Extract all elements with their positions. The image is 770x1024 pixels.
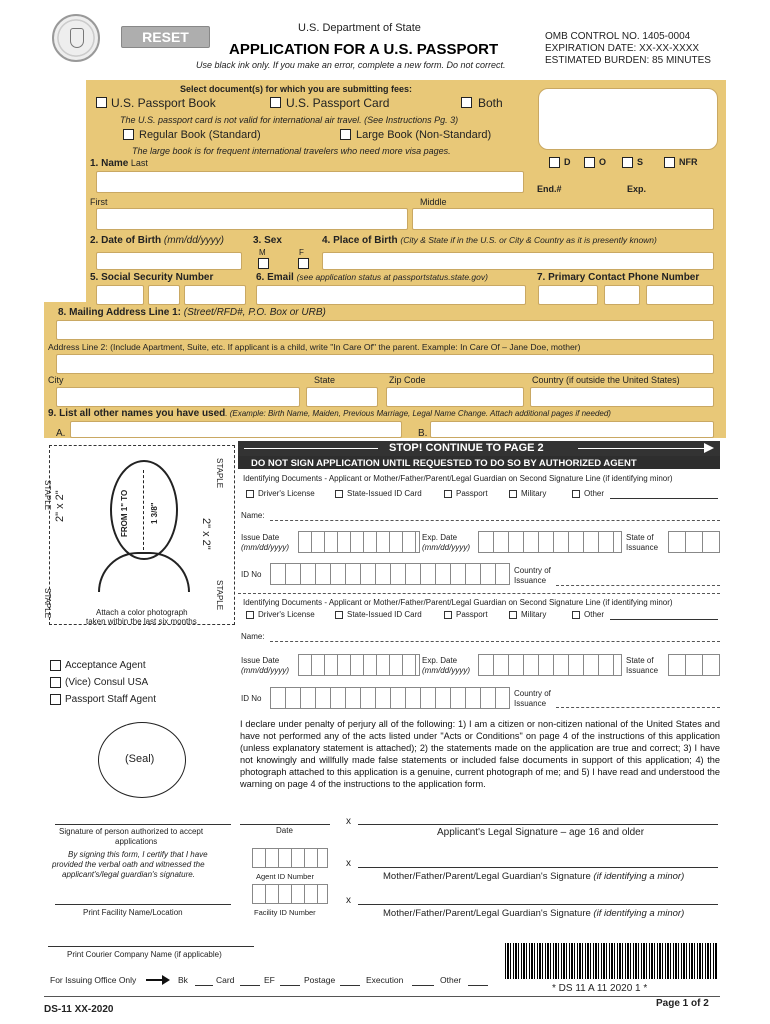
ident1-coi-line[interactable] xyxy=(556,585,720,586)
staple-bl: STAPLE xyxy=(43,588,52,619)
ident2-name-line[interactable] xyxy=(270,641,720,642)
photo-from-text: FROM 1" TO xyxy=(120,489,129,537)
acceptance-agent-label: Acceptance Agent xyxy=(65,660,146,671)
country-input[interactable] xyxy=(530,387,714,407)
agent-oath-3: applicant's/legal guardian's signature. xyxy=(62,870,195,879)
ident2-other-label: Other xyxy=(584,610,605,619)
footer-execution-line[interactable] xyxy=(412,985,434,986)
ident2-exp-label-2: (mm/dd/yyyy) xyxy=(422,666,470,675)
ident2-passport-checkbox[interactable] xyxy=(444,611,452,619)
state-input[interactable] xyxy=(306,387,378,407)
photo-caption-1: Attach a color photograph xyxy=(96,608,188,617)
ident1-stateid-label: State-Issued ID Card xyxy=(347,489,422,498)
guardian-signature-label-2 xyxy=(383,908,684,919)
other-name-a-input[interactable] xyxy=(70,421,402,438)
office-exp-label: Exp. xyxy=(627,184,647,194)
ident2-military-label: Military xyxy=(521,610,547,619)
pob-title: 4. Place of Birth xyxy=(322,235,398,246)
office-s-label: S xyxy=(637,157,644,167)
ident1-coi-label-2: Issuance xyxy=(514,576,547,585)
footer-postage: Postage xyxy=(304,975,336,985)
passport-card-label: U.S. Passport Card xyxy=(286,96,390,110)
ident1-other-checkbox[interactable] xyxy=(572,490,580,498)
ident1-exp-input[interactable] xyxy=(478,531,622,553)
guardian-signature-line-1[interactable] xyxy=(358,867,718,868)
ident2-name-label: Name: xyxy=(241,632,265,641)
ssn-label: 5. Social Security Number xyxy=(90,272,214,283)
email-note: (see application status at passportstatus.state.gov) xyxy=(296,272,488,282)
ident1-exp-label-1: Exp. Date xyxy=(422,533,458,542)
ident1-coi-label-1: Country of xyxy=(514,566,551,575)
other-name-b-input[interactable] xyxy=(430,421,714,438)
department-name: U.S. Department of State xyxy=(298,22,421,34)
office-o-checkbox[interactable] xyxy=(584,157,595,168)
large-book-note: The large book is for frequent international travelers who need more visa pages. xyxy=(132,146,451,156)
courier-label: Print Courier Company Name (if applicable) xyxy=(67,950,222,959)
staple-br: STAPLE xyxy=(215,580,224,611)
photo-caption-2: taken within the last six months xyxy=(86,617,197,626)
phone-input-2[interactable] xyxy=(604,285,640,305)
sex-f-checkbox[interactable] xyxy=(298,258,309,269)
office-use-box xyxy=(538,88,718,150)
ident2-exp-input[interactable] xyxy=(478,654,622,676)
form-title: APPLICATION FOR A U.S. PASSPORT xyxy=(229,41,499,58)
department-seal xyxy=(52,14,100,62)
office-end-label: End.# xyxy=(537,184,562,194)
zip-input[interactable] xyxy=(386,387,524,407)
card-note: The U.S. passport card is not valid for international air travel. (See Instructions Pg. 3) xyxy=(120,115,459,125)
ident1-soi-label-1: State of xyxy=(626,533,654,542)
photo-size-left: 2" x 2" xyxy=(54,490,66,522)
guardian-signature-note-2: (if identifying a minor) xyxy=(593,908,685,919)
agent-id-label: Agent ID Number xyxy=(256,872,314,881)
ident2-idno-label: ID No xyxy=(241,694,262,703)
ident1-other-line xyxy=(610,498,718,499)
last-name-input[interactable] xyxy=(96,171,524,193)
date-label: Date xyxy=(276,826,293,835)
footer-card: Card xyxy=(216,975,235,985)
passport-book-label: U.S. Passport Book xyxy=(111,96,216,110)
reset-button[interactable]: RESET xyxy=(121,26,210,48)
ident2-military-checkbox[interactable] xyxy=(509,611,517,619)
stop-title: STOP! CONTINUE TO PAGE 2 xyxy=(389,442,544,454)
address-line1-note: (Street/RFD#, P.O. Box or URB) xyxy=(183,307,326,318)
photo-size-right: 2" x 2" xyxy=(200,518,212,550)
ident2-other-checkbox[interactable] xyxy=(572,611,580,619)
other-names-label xyxy=(48,408,611,419)
ident2-soi-label-2: Issuance xyxy=(626,666,659,675)
agent-id-input[interactable] xyxy=(252,848,328,868)
first-name-input[interactable] xyxy=(96,208,408,230)
phone-input-1[interactable] xyxy=(538,285,598,305)
staff-agent-checkbox[interactable] xyxy=(50,694,61,705)
both-label: Both xyxy=(478,96,503,110)
ident1-military-label: Military xyxy=(521,489,547,498)
sex-f-label: F xyxy=(299,248,304,257)
agent-signature-line[interactable] xyxy=(55,824,231,825)
middle-name-input[interactable] xyxy=(412,208,714,230)
ident1-issue-label-2: (mm/dd/yyyy) xyxy=(241,543,289,552)
stop-arrow-left xyxy=(244,448,378,449)
other-name-a-label: A. xyxy=(56,428,66,439)
city-label: City xyxy=(48,375,64,385)
ident-divider xyxy=(238,593,720,594)
issuing-office-label: For Issuing Office Only xyxy=(50,975,137,985)
page-number: Page 1 of 2 xyxy=(656,998,709,1009)
email-title: 6. Email xyxy=(256,272,294,283)
applicant-signature-line[interactable] xyxy=(358,824,718,825)
address-line2-input[interactable] xyxy=(56,354,714,374)
photo-measure-text: 1 3/8" xyxy=(150,502,159,524)
consul-label: (Vice) Consul USA xyxy=(65,677,149,688)
issuing-arrow-head xyxy=(162,975,170,985)
guardian-signature-text-1: Mother/Father/Parent/Legal Guardian's Signature xyxy=(383,871,591,882)
country-label: Country (if outside the United States) xyxy=(532,375,680,385)
stop-arrow-head xyxy=(704,443,714,453)
facility-id-input[interactable] xyxy=(252,884,328,904)
agent-signature-label-2: applications xyxy=(115,837,158,846)
regular-book-label: Regular Book (Standard) xyxy=(139,129,261,141)
phone-input-3[interactable] xyxy=(646,285,714,305)
ident2-coi-label-1: Country of xyxy=(514,689,551,698)
passport-card-checkbox[interactable] xyxy=(270,97,281,108)
estimated-burden: ESTIMATED BURDEN: 85 MINUTES xyxy=(545,55,711,66)
sig-x-3: x xyxy=(346,895,351,906)
office-o-label: O xyxy=(599,157,607,167)
ident1-exp-label-2: (mm/dd/yyyy) xyxy=(422,543,470,552)
passport-book-checkbox[interactable] xyxy=(96,97,107,108)
both-checkbox[interactable] xyxy=(461,97,472,108)
ident2-other-line xyxy=(610,619,718,620)
ident2-soi-label-1: State of xyxy=(626,656,654,665)
ident2-issue-label-1: Issue Date xyxy=(241,656,280,665)
office-nfr-label: NFR xyxy=(679,157,698,167)
zip-label: Zip Code xyxy=(389,375,426,385)
acceptance-agent-checkbox[interactable] xyxy=(50,660,61,671)
ident2-drivers-checkbox[interactable] xyxy=(246,611,254,619)
seal-label: (Seal) xyxy=(125,753,155,765)
sig-x-2: x xyxy=(346,858,351,869)
docs-heading: Select document(s) for which you are submitting fees: xyxy=(180,84,413,94)
ident2-drivers-label: Driver's License xyxy=(258,610,315,619)
footer-bk: Bk xyxy=(178,975,188,985)
declaration-text: I declare under penalty of perjury all of the following: 1) I am a citizen or non-citizen national of the United States and have not performed any of the acts listed under "Acts or Conditions" on page 4 of the instructions of this application (unless explanatory statement is attached); 2) the statements made on the application are true and correct; 3) I have not knowingly and willfully made false statements or included false documents in support of this application; 4) the photograph attached to this application is a genuine, current photograph of me; and 5) I have read and understood the warning on page 4 of the instructions to the application form. xyxy=(240,719,720,789)
footer-rule xyxy=(44,996,720,997)
sex-m-checkbox[interactable] xyxy=(258,258,269,269)
address-line1-title: 8. Mailing Address Line 1: xyxy=(58,307,181,318)
facility-name-label: Print Facility Name/Location xyxy=(83,908,183,917)
date-line[interactable] xyxy=(240,824,330,825)
staple-tl: STAPLE xyxy=(43,480,52,511)
email-label xyxy=(256,272,488,283)
name-label xyxy=(90,158,148,169)
ssn-input-3[interactable] xyxy=(184,285,246,305)
ident1-idno-label: ID No xyxy=(241,570,262,579)
large-book-checkbox[interactable] xyxy=(340,129,351,140)
form-barcode xyxy=(505,943,718,979)
address-line2-label: Address Line 2: (Include Apartment, Suite, etc. If applicant is a child, write "In Care Of" the parent. Example: In Care Of – Jane Doe, mother) xyxy=(48,342,581,352)
last-name-label: Last xyxy=(130,158,148,168)
first-name-label: First xyxy=(90,197,108,207)
guardian-signature-text-2: Mother/Father/Parent/Legal Guardian's Signature xyxy=(383,908,591,919)
dob-label xyxy=(90,235,224,246)
address-line1-label xyxy=(58,307,326,318)
ident1-other-label: Other xyxy=(584,489,605,498)
barcode-text: * DS 11 A 11 2020 1 * xyxy=(552,983,648,994)
ident1-drivers-label: Driver's License xyxy=(258,489,315,498)
guardian-signature-note-1: (if identifying a minor) xyxy=(593,871,685,882)
agent-signature-label-1: Signature of person authorized to accept xyxy=(59,827,204,836)
agent-oath-1: By signing this form, I certify that I have xyxy=(68,850,208,859)
ident1-name-line[interactable] xyxy=(270,520,720,521)
expiration-date: EXPIRATION DATE: XX-XX-XXXX xyxy=(545,43,700,54)
guardian-signature-line-2[interactable] xyxy=(358,904,718,905)
sig-x-1: x xyxy=(346,816,351,827)
sex-label: 3. Sex xyxy=(253,235,282,246)
ident1-issue-label-1: Issue Date xyxy=(241,533,280,542)
ident2-stateid-checkbox[interactable] xyxy=(335,611,343,619)
guardian-signature-label-1 xyxy=(383,871,684,882)
agent-oath-2: provided the verbal oath and witnessed the xyxy=(52,860,205,869)
courier-line[interactable] xyxy=(48,946,254,947)
other-names-title: 9. List all other names you have used xyxy=(48,408,226,419)
footer-ef: EF xyxy=(264,975,275,985)
staple-tr: STAPLE xyxy=(215,458,224,489)
ident1-military-checkbox[interactable] xyxy=(509,490,517,498)
ident1-heading: Identifying Documents - Applicant or Mother/Father/Parent/Legal Guardian on Second Signature Line (if identifying minor) xyxy=(243,474,673,483)
ident1-soi-label-2: Issuance xyxy=(626,543,659,552)
ident2-exp-label-1: Exp. Date xyxy=(422,656,458,665)
office-nfr-checkbox[interactable] xyxy=(664,157,675,168)
stop-arrow-right xyxy=(578,448,706,449)
large-book-label: Large Book (Non-Standard) xyxy=(356,129,492,141)
ident2-coi-label-2: Issuance xyxy=(514,699,547,708)
footer-execution: Execution xyxy=(366,975,404,985)
ssn-input-1[interactable] xyxy=(96,285,144,305)
sex-m-label: M xyxy=(259,248,266,257)
address-line1-input[interactable] xyxy=(56,320,714,340)
office-d-checkbox[interactable] xyxy=(549,157,560,168)
stop-subtitle: DO NOT SIGN APPLICATION UNTIL REQUESTED TO DO SO BY AUTHORIZED AGENT xyxy=(251,458,637,469)
pob-input[interactable] xyxy=(322,252,714,270)
omb-control: OMB CONTROL NO. 1405-0004 xyxy=(545,31,691,42)
applicant-signature-label: Applicant's Legal Signature – age 16 and older xyxy=(437,827,645,838)
ident2-passport-label: Passport xyxy=(456,610,488,619)
footer-ef-line[interactable] xyxy=(280,985,300,986)
ident1-name-label: Name: xyxy=(241,511,265,520)
name-number: 1. Name xyxy=(90,158,129,169)
form-id: DS-11 XX-2020 xyxy=(44,1004,114,1015)
ident2-stateid-label: State-Issued ID Card xyxy=(347,610,422,619)
state-label: State xyxy=(314,375,336,385)
form-instruction: Use black ink only. If you make an error, complete a new form. Do not correct. xyxy=(196,60,506,70)
email-input[interactable] xyxy=(256,285,526,305)
ident1-issue-input[interactable] xyxy=(298,531,420,553)
photo-measure-line xyxy=(143,470,144,550)
pob-label xyxy=(322,235,657,246)
regular-book-checkbox[interactable] xyxy=(123,129,134,140)
footer-other: Other xyxy=(440,975,462,985)
staff-agent-label: Passport Staff Agent xyxy=(65,694,156,705)
ident2-soi-input[interactable] xyxy=(668,654,720,676)
dob-input[interactable] xyxy=(96,252,242,270)
office-s-checkbox[interactable] xyxy=(622,157,633,168)
ident1-stateid-checkbox[interactable] xyxy=(335,490,343,498)
facility-id-label: Facility ID Number xyxy=(254,908,316,917)
footer-other-line[interactable] xyxy=(468,985,488,986)
ident2-issue-input[interactable] xyxy=(298,654,420,676)
footer-postage-line[interactable] xyxy=(340,985,360,986)
city-input[interactable] xyxy=(56,387,300,407)
ident2-heading: Identifying Documents - Applicant or Mother/Father/Parent/Legal Guardian on Second Signature Line (if identifying minor) xyxy=(243,598,673,607)
ssn-input-2[interactable] xyxy=(148,285,180,305)
dob-title: 2. Date of Birth xyxy=(90,235,162,246)
consul-checkbox[interactable] xyxy=(50,677,61,688)
dob-format: (mm/dd/yyyy) xyxy=(163,235,224,246)
ident1-soi-input[interactable] xyxy=(668,531,720,553)
other-name-b-label: B. xyxy=(418,428,428,439)
ident1-passport-label: Passport xyxy=(456,489,488,498)
other-names-note: . (Example: Birth Name, Maiden, Previous Marriage, Legal Name Change. Attach additional pages if needed) xyxy=(225,409,611,418)
footer-card-line[interactable] xyxy=(240,985,260,986)
ident2-issue-label-2: (mm/dd/yyyy) xyxy=(241,666,289,675)
pob-note: (City & State if in the U.S. or City & Country as it is presently known) xyxy=(400,235,657,245)
ident2-coi-line[interactable] xyxy=(556,707,720,708)
ident1-drivers-checkbox[interactable] xyxy=(246,490,254,498)
ident1-idno-input[interactable] xyxy=(270,563,510,585)
footer-bk-line[interactable] xyxy=(195,985,213,986)
ident2-idno-input[interactable] xyxy=(270,687,510,709)
facility-name-line[interactable] xyxy=(55,904,231,905)
ident1-passport-checkbox[interactable] xyxy=(444,490,452,498)
office-d-label: D xyxy=(564,157,571,167)
middle-name-label: Middle xyxy=(420,197,447,207)
phone-label: 7. Primary Contact Phone Number xyxy=(537,272,700,283)
